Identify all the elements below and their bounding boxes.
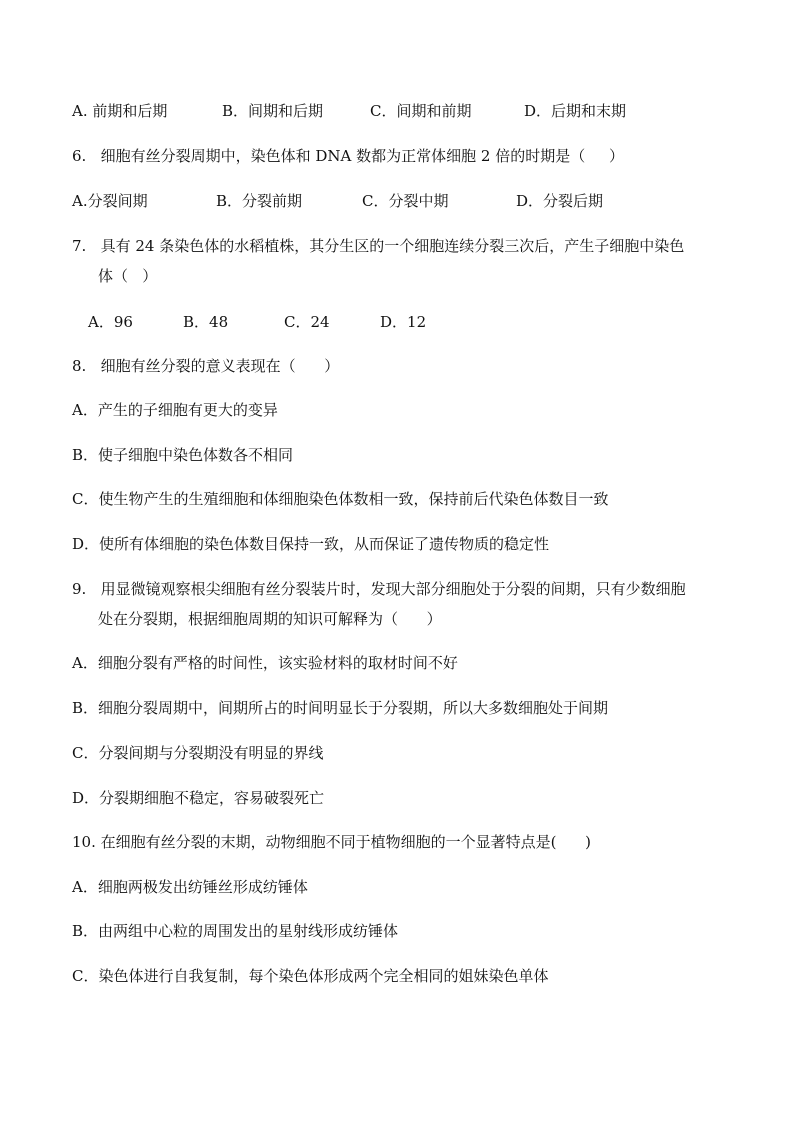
q6-option-b: B．分裂前期: [216, 192, 303, 210]
q9-option-d: D．分裂期细胞不稳定，容易破裂死亡: [72, 789, 325, 807]
q6-option-d: D．分裂后期: [516, 192, 604, 210]
q8-option-d: D．使所有体细胞的染色体数目保持一致，从而保证了遗传物质的稳定性: [72, 535, 550, 553]
q5-option-d: D．后期和末期: [524, 102, 627, 120]
q8-stem: 8. 细胞有丝分裂的意义表现在（ ）: [72, 357, 340, 375]
q9-stem-line1: 9. 用显微镜观察根尖细胞有丝分裂装片时，发现大部分细胞处于分裂的间期，只有少数细胞: [72, 580, 686, 598]
q5-option-a: A. 前期和后期: [72, 102, 168, 120]
q7-option-a: A．96: [88, 313, 133, 331]
q8-option-c: C．使生物产生的生殖细胞和体细胞染色体数相一致，保持前后代染色体数目一致: [72, 490, 609, 508]
q9-option-b: B．细胞分裂周期中，间期所占的时间明显长于分裂期，所以大多数细胞处于间期: [72, 699, 609, 717]
q9-option-a: A．细胞分裂有严格的时间性，该实验材料的取材时间不好: [72, 654, 458, 672]
q10-option-a: A．细胞两极发出纺锤丝形成纺锤体: [72, 878, 308, 896]
q8-option-a: A．产生的子细胞有更大的变异: [72, 401, 278, 419]
q7-option-c: C．24: [284, 313, 330, 331]
q8-option-b: B．使子细胞中染色体数各不相同: [72, 446, 294, 464]
q9-stem-line2: 处在分裂期，根据细胞周期的知识可解释为（ ）: [98, 610, 442, 628]
q10-option-b: B．由两组中心粒的周围发出的星射线形成纺锤体: [72, 922, 399, 940]
q6-stem: 6. 细胞有丝分裂周期中，染色体和 DNA 数都为正常体细胞 2 倍的时期是（ ）: [72, 147, 625, 165]
q7-option-d: D．12: [380, 313, 427, 331]
q10-stem: 10. 在细胞有丝分裂的末期，动物细胞不同于植物细胞的一个显著特点是( ): [72, 833, 591, 851]
q6-option-c: C．分裂中期: [362, 192, 449, 210]
q7-stem-line1: 7. 具有 24 条染色体的水稻植株，其分生区的一个细胞连续分裂三次后，产生子细胞中染色: [72, 237, 685, 255]
q5-option-c: C．间期和前期: [370, 102, 472, 120]
q5-option-b: B．间期和后期: [222, 102, 324, 120]
q7-option-b: B．48: [183, 313, 229, 331]
q9-option-c: C．分裂间期与分裂期没有明显的界线: [72, 744, 324, 762]
q6-option-a: A.分裂间期: [72, 192, 148, 210]
q10-option-c: C．染色体进行自我复制，每个染色体形成两个完全相同的姐妹染色单体: [72, 967, 549, 985]
q7-stem-line2: 体（ ）: [98, 267, 158, 285]
